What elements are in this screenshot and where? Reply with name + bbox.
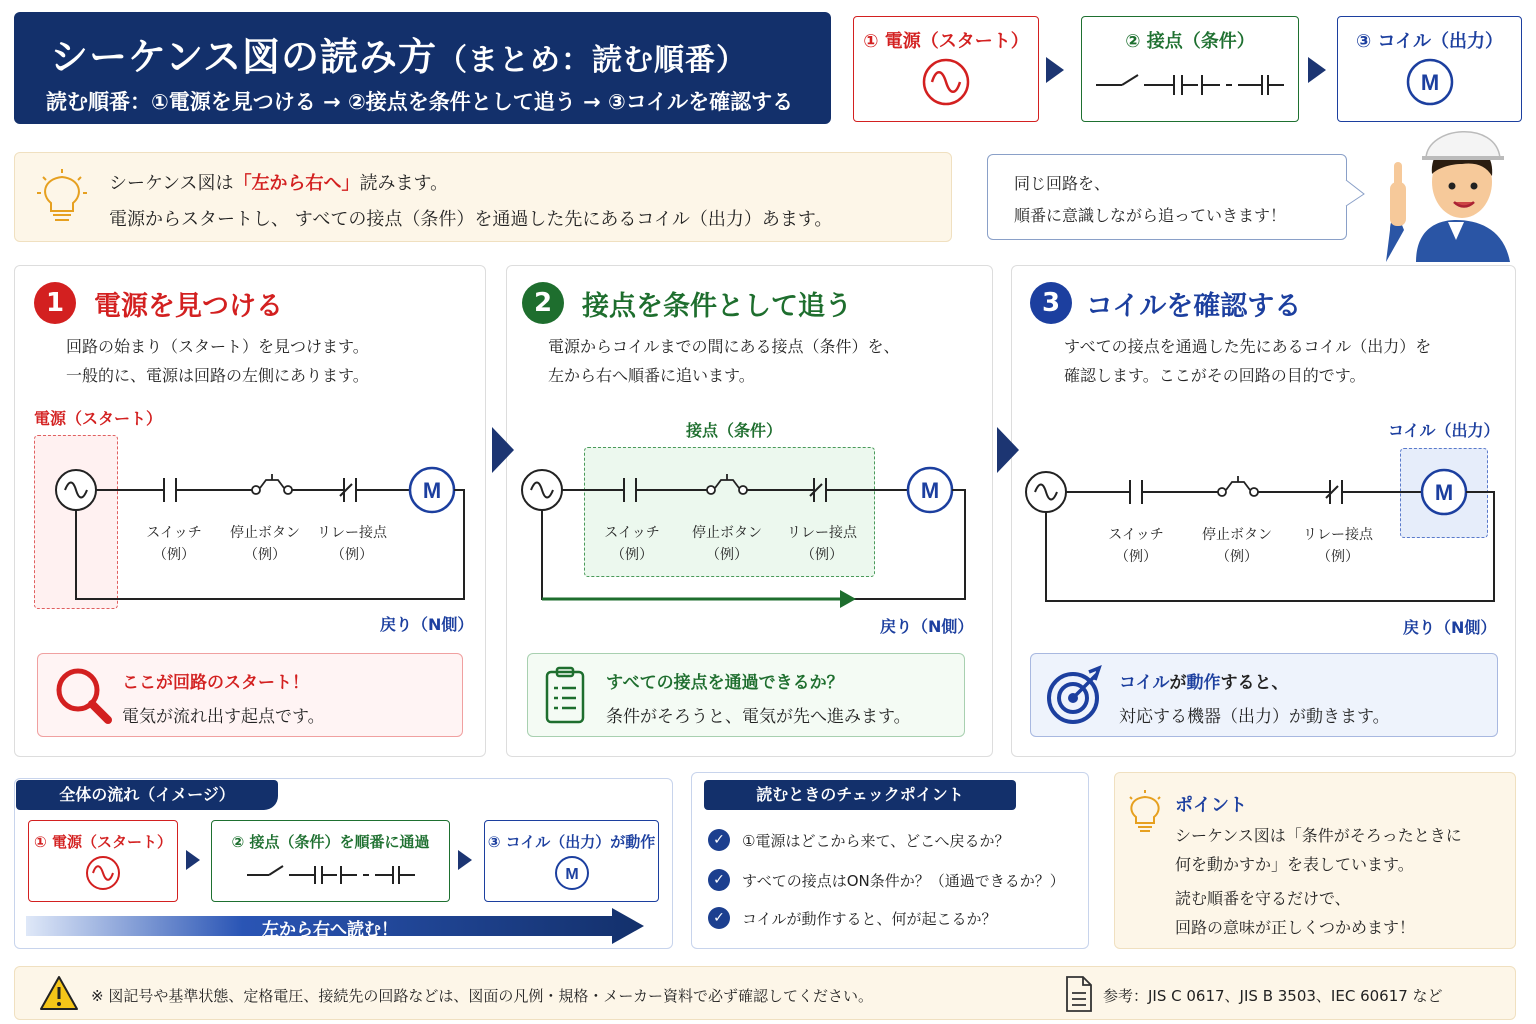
checkpoint-item-1: ①電源はどこから来て、どこへ戻るか？ [742,832,1010,850]
motor-label: M [1434,480,1454,505]
speech-line-2: 順番に意識しながら追っていきます！ [1014,206,1287,225]
check-icon: ✓ [708,869,730,891]
step-1-title: 電源を見つける [94,291,283,322]
flow-box-power [28,820,178,902]
arrowhead-icon [840,590,856,608]
intro-line-1: シーケンス図は「左から右へ」読みます。 [109,173,449,194]
step-2-box-title: すべての接点を通過できるか？ [606,673,844,693]
top-step-coil-label: ③ コイル（出力） [1356,31,1503,52]
point-line-4: 回路の意味が正しくつかめます！ [1175,918,1416,937]
top-step-power-label: ① 電源（スタート） [863,31,1029,52]
stop-button-label: 停止ボタン （例） [1202,527,1272,565]
checkpoint-item-2: すべての接点はON条件か？（通過できるか？） [742,872,1065,890]
step-2-box-text: 条件がそろうと、電気が先へ進みます。 [606,707,911,727]
step-3-desc-2: 確認します。ここがその回路の目的です。 [1064,366,1366,385]
warning-icon [39,975,79,1011]
relay-label: リレー接点 （例） [317,525,387,563]
return-label: 戻り（N側） [880,617,974,636]
step-3-box-text: 対応する機器（出力）が動きます。 [1119,707,1390,727]
footer-reference: 参考：JIS C 0617、JIS B 3503、IEC 60617 など [1103,987,1443,1005]
step-3-number: 3 [1030,282,1072,324]
motor-label: M [920,478,940,503]
flow-box-coil [484,820,659,902]
stop-button-terminal [739,486,747,494]
switch-contact [1066,480,1218,504]
step-2-highlight-label: 接点（条件） [686,421,783,440]
flow-arrow-text: 左から右へ読む！ [262,920,398,940]
step-1-highlight-label: 電源（スタート） [34,409,163,428]
check-icon: ✓ [708,907,730,929]
step-1-desc-1: 回路の始まり（スタート）を見つけます。 [66,337,369,356]
page-subtitle: 読む順番：①電源を見つける → ②接点を条件として追う → ③コイルを確認する [46,90,794,114]
checkpoint-item-3: コイルが動作すると、何が起こるか？ [742,910,997,928]
switch-contact [96,478,252,502]
stop-button-contact [715,474,739,488]
stop-button-label: 停止ボタン （例） [230,525,300,563]
contacts-icon [243,858,419,892]
stop-button-terminal [1218,488,1226,496]
clipboard-icon [544,666,588,726]
step-2-number: 2 [522,282,564,324]
return-label: 戻り（N側） [380,615,474,634]
checkpoint-header: 読むときのチェックポイント [704,780,1016,810]
step-1-desc-2: 一般的に、電源は回路の左側にあります。 [66,366,369,385]
stop-button-terminal [284,486,292,494]
motor-label: M [1420,70,1439,95]
step-1-info-box [37,653,463,737]
flow-box-contacts-label: ② 接点（条件）を順番に通過 [231,833,430,851]
point-line-1: シーケンス図は「条件がそろったときに [1175,826,1462,845]
document-icon [1065,975,1093,1013]
arrow-right-icon [186,850,200,870]
check-icon: ✓ [708,829,730,851]
switch-label: スイッチ （例） [146,525,202,563]
point-panel [1114,772,1516,949]
step-3-desc-1: すべての接点を通過した先にあるコイル（出力）を [1064,337,1432,356]
step-3-highlight-label: コイル（出力） [1388,421,1500,440]
step-1-box-title: ここが回路のスタート！ [122,673,309,693]
top-step-contact-label: ② 接点（条件） [1125,31,1255,52]
step-2-info-box [527,653,965,737]
page-title-sub: （まとめ：読む順番） [436,43,747,78]
motor-label: M [564,866,579,883]
step-3-info-box [1030,653,1498,737]
point-line-3: 読む順番を守るだけで、 [1175,889,1351,908]
footer-bar [14,966,1516,1020]
step-2-title: 接点を条件として追う [582,291,852,322]
point-title: ポイント [1175,795,1247,816]
relay-contact [1258,480,1422,504]
stop-button-contact [260,474,284,488]
relay-label: リレー接点 （例） [787,525,857,563]
lightbulb-icon [1125,789,1165,837]
arrow-right-icon [458,850,472,870]
footer-notice: ※ 図記号や基準状態、定格電圧、接続先の回路などは、図面の凡例・規格・メーカー資料で必ず確認してください。 [91,987,874,1005]
stop-button-terminal [707,486,715,494]
relay-contact [747,478,908,502]
motor-label: M [422,478,442,503]
stop-button-label: 停止ボタン （例） [692,525,762,563]
step-3-title: コイルを確認する [1086,291,1302,322]
step-2-desc-1: 電源からコイルまでの間にある接点（条件）を、 [548,337,900,356]
relay-label: リレー接点 （例） [1303,527,1373,565]
step-1-number: 1 [34,282,76,324]
point-line-2: 何を動かすか」を表しています。 [1175,855,1414,874]
switch-label: スイッチ （例） [604,525,660,563]
ac-source-icon [83,854,123,892]
target-icon [1045,664,1105,726]
step-1-box-text: 電気が流れ出す起点です。 [122,707,325,727]
speech-line-1: 同じ回路を、 [1014,174,1111,193]
flow-box-power-label: ① 電源（スタート） [34,833,172,851]
stop-button-terminal [252,486,260,494]
motor-icon [552,854,592,892]
flow-box-coil-label: ③ コイル（出力）が動作 [487,833,656,851]
switch-contact [562,478,707,502]
stop-button-terminal [1250,488,1258,496]
step-2-desc-2: 左から右へ順番に追います。 [548,366,755,385]
switch-label: スイッチ （例） [1108,527,1164,565]
flow-header: 全体の流れ（イメージ） [16,780,278,810]
intro-emphasis: 「左から右へ」 [233,173,360,194]
relay-contact [292,478,410,502]
stop-button-contact [1226,476,1250,490]
page-title: シーケンス図の読み方（まとめ：読む順番） [50,35,747,79]
flow-box-contacts [211,820,450,902]
magnifier-icon [52,664,112,726]
step-3-box-title: コイルが動作すると、 [1119,673,1289,693]
return-label: 戻り（N側） [1403,618,1497,637]
intro-line-2: 電源からスタートし、 すべての接点（条件）を通過した先にあるコイル（出力）あます。 [109,209,833,230]
